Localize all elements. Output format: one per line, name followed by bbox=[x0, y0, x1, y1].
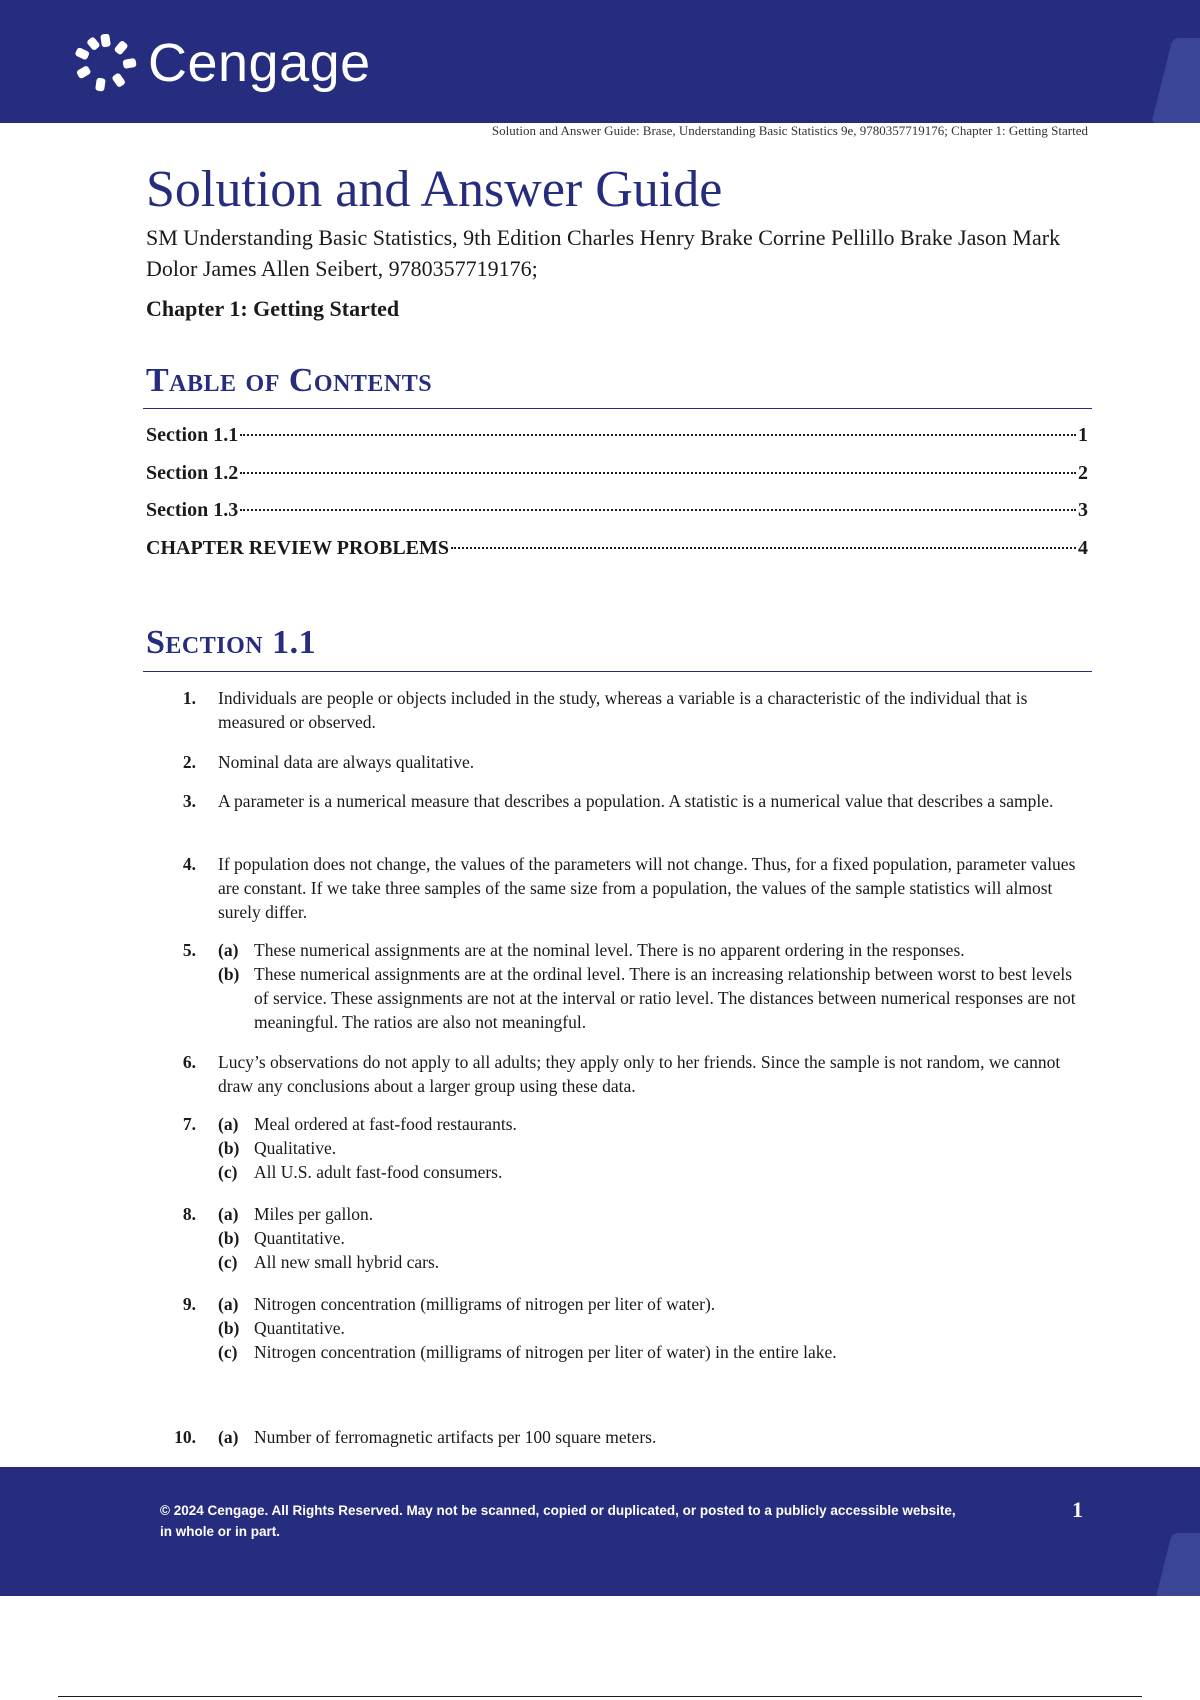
toc-leader bbox=[451, 547, 1076, 549]
part-label: (a) bbox=[218, 1294, 239, 1314]
toc-entry[interactable] bbox=[146, 424, 1088, 462]
part-label: (c) bbox=[218, 1162, 238, 1182]
part-text: Quantitative. bbox=[254, 1228, 345, 1248]
header-decoration bbox=[1151, 38, 1200, 123]
part-text: These numerical assignments are at the nominal level. There is no apparent ordering in the responses. bbox=[254, 940, 965, 960]
answer-part bbox=[218, 1160, 1088, 1184]
toc-entry-page: 4 bbox=[1078, 536, 1088, 559]
toc-leader bbox=[240, 434, 1076, 436]
part-text: These numerical assignments are at the ordinal level. There is an increasing relationship between worst to best levels of service. These assignments are not at the interval or ratio level. The distances between numerical responses are not meaningful. The ratios are also not meaningful. bbox=[254, 964, 1076, 1032]
section-rule bbox=[143, 671, 1092, 672]
answer-number: 6. bbox=[182, 1052, 196, 1072]
toc-entry-label: Section 1.2 bbox=[146, 461, 239, 484]
answer-number: 9. bbox=[182, 1294, 196, 1314]
book-subtitle: SM Understanding Basic Statistics, 9th Edition Charles Henry Brake Corrine Pellillo Brake Jason Mark Dolor James Allen Seibert, 9780357719176; bbox=[146, 225, 1061, 281]
part-label: (b) bbox=[218, 1228, 240, 1248]
answer-part bbox=[218, 1112, 1088, 1136]
toc-entry-page: 3 bbox=[1078, 499, 1088, 521]
cengage-logo-icon bbox=[74, 34, 138, 92]
toc-entry-page: 1 bbox=[1078, 424, 1088, 446]
toc-entry-page: 2 bbox=[1078, 461, 1088, 484]
footer-band bbox=[0, 1467, 1200, 1596]
part-label: (b) bbox=[218, 1138, 240, 1158]
answer-number: 10. bbox=[174, 1427, 196, 1447]
answer-parts bbox=[218, 1425, 1088, 1449]
part-label: (b) bbox=[218, 1318, 240, 1338]
answer-text: A parameter is a numerical measure that describes a population. A statistic is a numerical value that describes a sample. bbox=[218, 791, 1054, 811]
toc-leader bbox=[240, 509, 1076, 511]
part-label: (a) bbox=[218, 1427, 239, 1447]
answer-number: 3. bbox=[182, 791, 196, 811]
part-text: Quantitative. bbox=[254, 1318, 345, 1338]
answer-text: Lucy’s observations do not apply to all adults; they apply only to her friends. Since the sample is not random, we cannot draw any conclusions about a larger group using these data. bbox=[218, 1052, 1061, 1096]
answer-parts bbox=[218, 1292, 1088, 1364]
part-text: All new small hybrid cars. bbox=[254, 1252, 440, 1272]
part-label: (c) bbox=[218, 1252, 238, 1272]
part-text: Nitrogen concentration (milligrams of nitrogen per liter of water). bbox=[254, 1294, 716, 1314]
toc-entry-label: CHAPTER REVIEW PROBLEMS bbox=[146, 536, 450, 559]
answer-parts bbox=[218, 1112, 1088, 1184]
answer-number: 4. bbox=[182, 854, 196, 874]
toc-entry-label: Section 1.3 bbox=[146, 499, 239, 521]
answer-number: 1. bbox=[182, 688, 196, 708]
answer-part bbox=[218, 1316, 1088, 1340]
answer-number: 7. bbox=[182, 1114, 196, 1134]
part-text: Number of ferromagnetic artifacts per 100 square meters. bbox=[254, 1427, 657, 1447]
brand-name: Cengage bbox=[148, 33, 371, 93]
part-label: (c) bbox=[218, 1342, 238, 1362]
answer-number: 2. bbox=[182, 752, 196, 772]
answer-part bbox=[218, 1226, 1088, 1250]
toc-heading: Table of Contents bbox=[146, 362, 433, 399]
cengage-logo bbox=[74, 34, 371, 92]
toc-rule bbox=[143, 408, 1092, 409]
part-text: Meal ordered at fast-food restaurants. bbox=[254, 1114, 517, 1134]
answer-parts bbox=[218, 1202, 1088, 1274]
part-label: (a) bbox=[218, 940, 239, 960]
section-heading: Section 1.1 bbox=[146, 624, 317, 661]
answer-part bbox=[218, 1202, 1088, 1226]
page-bottom-rule bbox=[58, 1696, 1142, 1697]
answer-text: If population does not change, the values of the parameters will not change. Thus, for a fixed population, parameter values are constant. If we take three samples of the same size from a population, the values of the sample statistics will almost surely differ. bbox=[218, 854, 1076, 922]
table-of-contents bbox=[146, 424, 1088, 574]
toc-entry[interactable] bbox=[146, 462, 1088, 500]
copyright-notice: © 2024 Cengage. All Rights Reserved. May not be scanned, copied or duplicated, or posted to a publicly accessible website, in whole or in part. bbox=[160, 1503, 956, 1539]
answer-text: Nominal data are always qualitative. bbox=[218, 752, 475, 772]
answer-number: 5. bbox=[182, 940, 196, 960]
answer-part bbox=[218, 938, 1088, 962]
footer-decoration bbox=[1152, 1533, 1200, 1596]
answer-part bbox=[218, 1136, 1088, 1160]
toc-entry[interactable] bbox=[146, 537, 1088, 575]
answer-text: Individuals are people or objects included in the study, whereas a variable is a characteristic of the individual that is measured or observed. bbox=[218, 688, 1028, 732]
answer-parts bbox=[218, 938, 1088, 1034]
answer-part bbox=[218, 1292, 1088, 1316]
part-text: Miles per gallon. bbox=[254, 1204, 374, 1224]
toc-leader bbox=[240, 472, 1076, 474]
toc-entry-label: Section 1.1 bbox=[146, 424, 239, 446]
answer-part bbox=[218, 962, 1088, 1034]
page-title: Solution and Answer Guide bbox=[146, 161, 723, 218]
page-number: 1 bbox=[1072, 1497, 1083, 1522]
answer-number: 8. bbox=[182, 1204, 196, 1224]
answer-part bbox=[218, 1340, 1088, 1364]
chapter-title: Chapter 1: Getting Started bbox=[146, 296, 400, 321]
part-label: (a) bbox=[218, 1114, 239, 1134]
running-head: Solution and Answer Guide: Brase, Understanding Basic Statistics 9e, 9780357719176; Chapter 1: Getting Started bbox=[491, 123, 1088, 138]
part-label: (a) bbox=[218, 1204, 239, 1224]
part-text: Qualitative. bbox=[254, 1138, 337, 1158]
header-band bbox=[0, 0, 1200, 123]
answer-part bbox=[218, 1250, 1088, 1274]
toc-entry[interactable] bbox=[146, 499, 1088, 537]
answer-part bbox=[218, 1425, 1088, 1449]
part-label: (b) bbox=[218, 964, 240, 984]
part-text: All U.S. adult fast-food consumers. bbox=[254, 1162, 503, 1182]
part-text: Nitrogen concentration (milligrams of nitrogen per liter of water) in the entire lake. bbox=[254, 1342, 837, 1362]
